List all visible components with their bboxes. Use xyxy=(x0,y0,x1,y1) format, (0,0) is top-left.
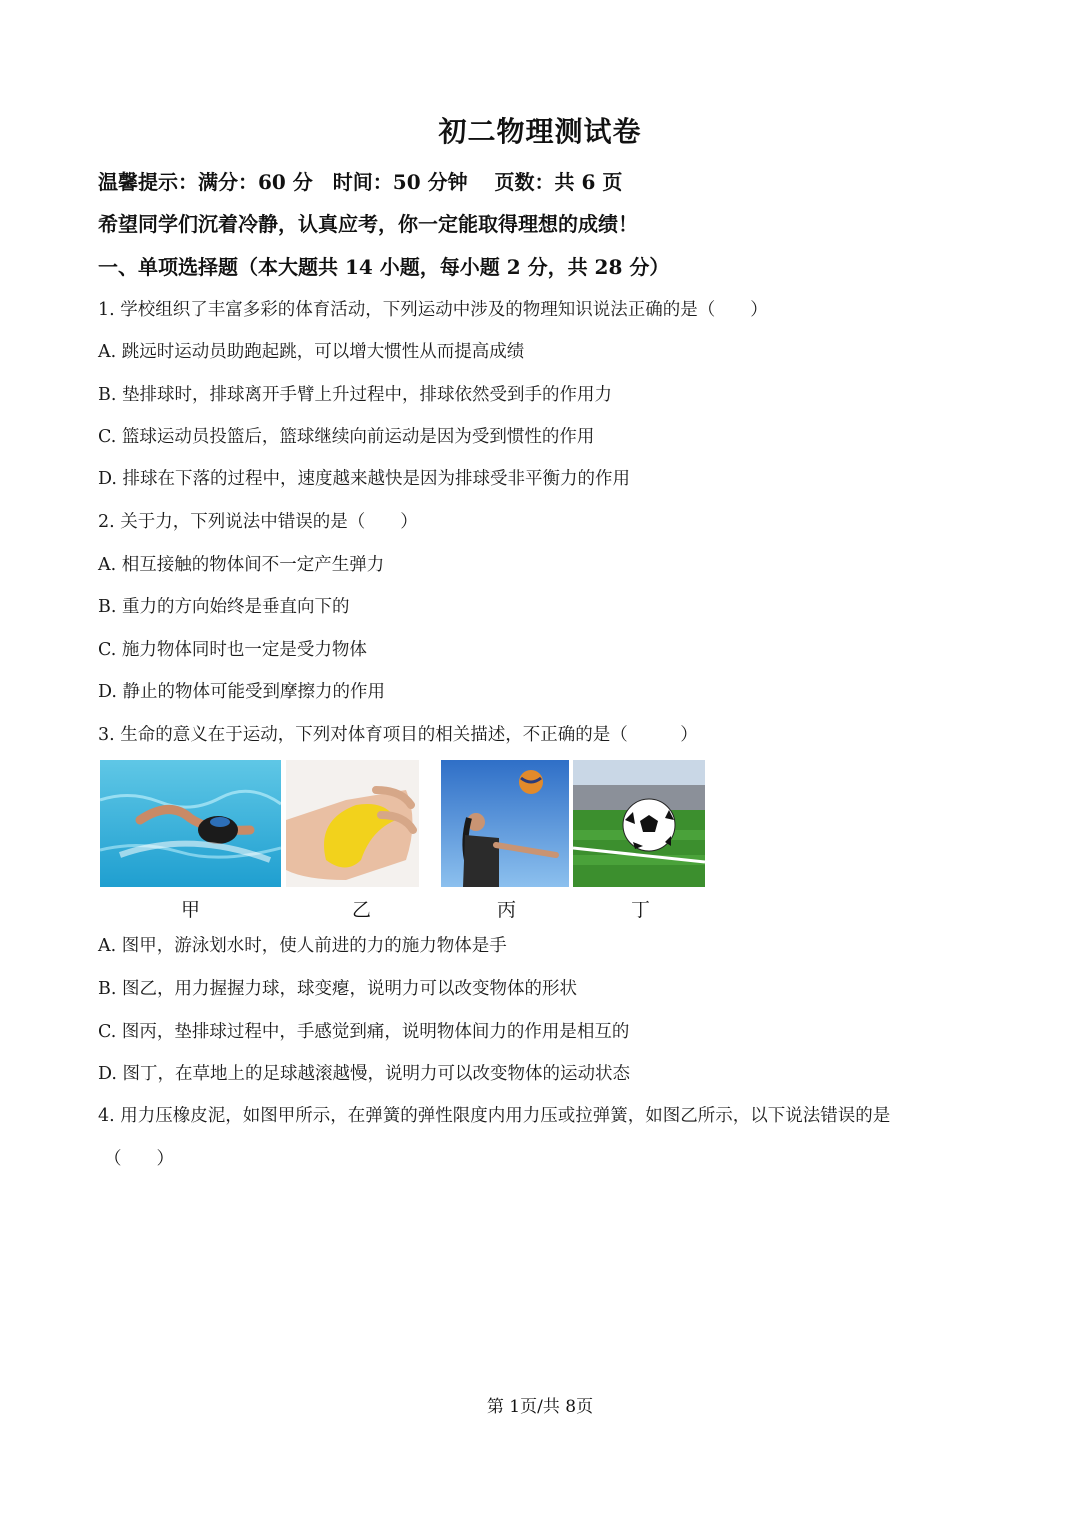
question-2-option-d: D. 静止的物体可能受到摩擦力的作用 xyxy=(98,682,386,702)
question-2-option-c: C. 施力物体同时也一定是受力物体 xyxy=(98,640,367,660)
section-heading: 一、单项选择题（本大题共 14 小题，每小题 2 分，共 28 分） xyxy=(98,255,670,279)
question-1-stem: 1. 学校组织了丰富多彩的体育活动，下列运动中涉及的物理知识说法正确的是（ ） xyxy=(98,300,768,320)
encourage-line: 希望同学们沉着冷静，认真应考，你一定能取得理想的成绩！ xyxy=(98,212,638,236)
page-title: 初二物理测试卷 xyxy=(438,115,642,148)
question-1-option-b: B. 垫排球时，排球离开手臂上升过程中，排球依然受到手的作用力 xyxy=(98,385,612,405)
question-1-option-a: A. 跳远时运动员助跑起跳，可以增大惯性从而提高成绩 xyxy=(98,342,525,362)
question-1-option-d: D. 排球在下落的过程中，速度越来越快是因为排球受非平衡力的作用 xyxy=(98,469,631,489)
question-2-stem: 2. 关于力，下列说法中错误的是（ ） xyxy=(98,512,418,532)
question-3-option-c: C. 图丙，垫排球过程中，手感觉到痛，说明物体间力的作用是相互的 xyxy=(98,1022,630,1042)
page-footer: 第 1页/共 8页 xyxy=(486,1397,594,1417)
question-1-option-c: C. 篮球运动员投篮后，篮球继续向前运动是因为受到惯性的作用 xyxy=(98,427,595,447)
figure-caption-ding: 丁 xyxy=(631,899,651,921)
figure-swimming xyxy=(100,760,281,887)
question-4-stem: 4. 用力压橡皮泥，如图甲所示，在弹簧的弹性限度内用力压或拉弹簧，如图乙所示，以下说法错误的是 xyxy=(98,1106,891,1126)
figure-soccer xyxy=(573,760,705,887)
hint-line: 温馨提示：满分：60 分 时间：50 分钟 页数：共 6 页 xyxy=(98,170,623,194)
question-3-stem: 3. 生命的意义在于运动，下列对体育项目的相关描述，不正确的是（ ） xyxy=(98,725,698,745)
figure-caption-jia: 甲 xyxy=(181,899,201,921)
figure-volleyball xyxy=(441,760,569,887)
question-4-answer-paren: （ ） xyxy=(104,1149,174,1169)
question-2-option-a: A. 相互接触的物体间不一定产生弹力 xyxy=(98,555,385,575)
figure-caption-yi: 乙 xyxy=(352,899,372,921)
figure-stress-ball xyxy=(286,760,419,887)
question-2-option-b: B. 重力的方向始终是垂直向下的 xyxy=(98,597,350,617)
question-3-option-a: A. 图甲，游泳划水时，使人前进的力的施力物体是手 xyxy=(98,936,507,956)
question-3-option-b: B. 图乙，用力握握力球，球变瘪，说明力可以改变物体的形状 xyxy=(98,979,577,999)
figure-caption-bing: 丙 xyxy=(497,899,517,921)
question-3-option-d: D. 图丁，在草地上的足球越滚越慢，说明力可以改变物体的运动状态 xyxy=(98,1064,631,1084)
